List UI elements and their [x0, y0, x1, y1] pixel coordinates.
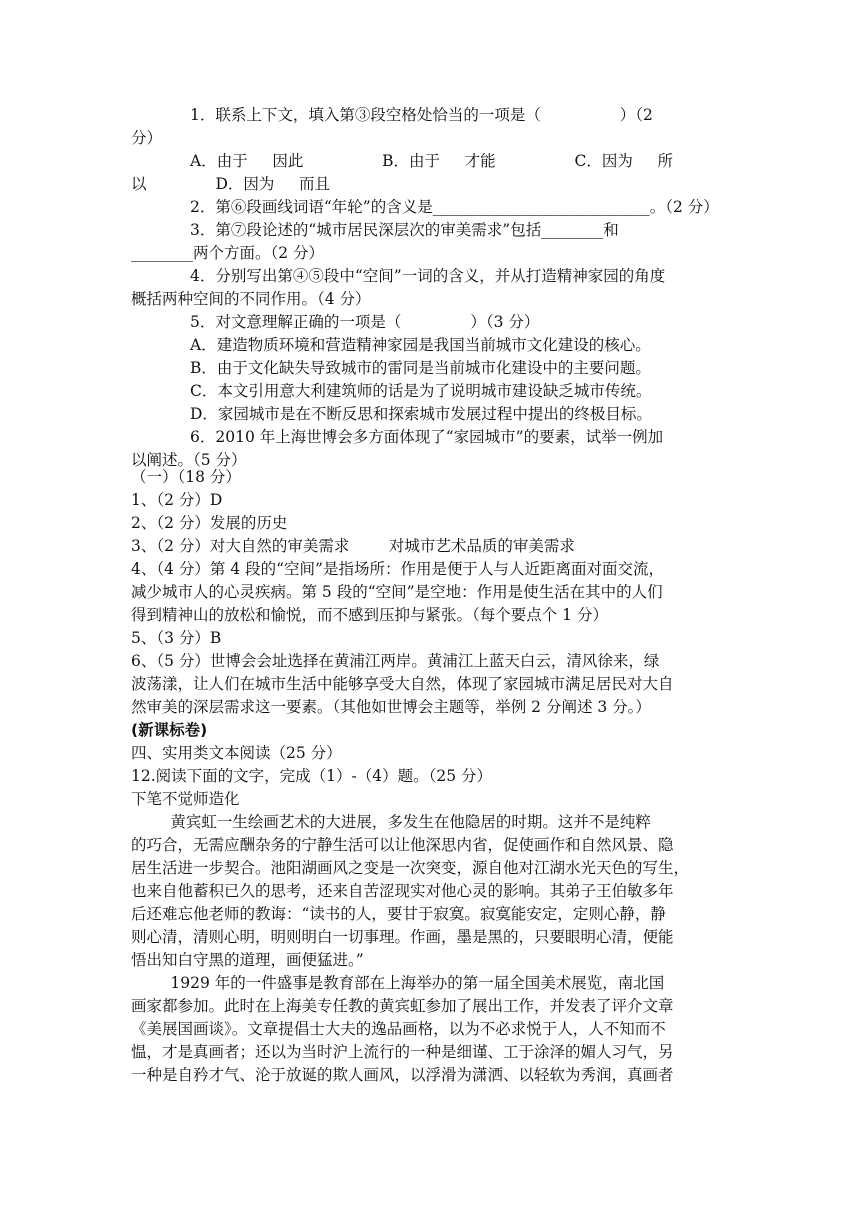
- passage-p1-line: 则心清，清则心明，明则明白一切事理。作画，墨是黑的，只要眼明心清，便能: [131, 928, 674, 946]
- question-4-line-2: 概括两种空间的不同作用。（4 分）: [131, 290, 371, 308]
- question-4-line-1: 4．分别写出第④⑤段中“空间”一词的含义，并从打造精神家园的角度: [190, 267, 666, 285]
- answer-4-line-3: 得到精神山的放松和愉悦，而不感到压抑与紧张。（每个要点个 1 分）: [131, 606, 608, 624]
- question-1-options-line-2: 以 D．因为 而且: [131, 175, 331, 193]
- question-5-option-a: A．建造物质环境和营造精神家园是我国当前城市文化建设的核心。: [190, 336, 651, 354]
- section-heading: 四、实用类文本阅读（25 分）: [131, 744, 342, 762]
- passage-p1-line: 后还难忘他老师的教诲：“读书的人，要甘于寂寞。寂寞能安定，定则心静，静: [131, 905, 666, 923]
- passage-p2-line: 《美展国画谈》。文章提倡士大夫的逸品画格，以为不必求悦于人，人不知而不: [131, 1020, 666, 1038]
- question-5: 5．对文意理解正确的一项是（ ）（3 分）: [190, 313, 540, 331]
- question-3-line-2: ________两个方面。（2 分）: [131, 244, 325, 262]
- answer-6-line-3: 然审美的深层需求这一要素。（其他如世博会主题等，举例 2 分阐述 3 分。）: [131, 698, 651, 716]
- question-5-option-d: D．家园城市是在不断反思和探索城市发展过程中提出的终极目标。: [190, 405, 652, 423]
- answers-header: （一）（18 分）: [131, 468, 241, 486]
- answer-4-line-1: 4、（4 分）第 4 段的“空间”是指场所：作用是便于人与人近距离面对面交流，: [131, 560, 664, 578]
- question-1-options-line-1: A．由于 因此 B．由于 才能 C．因为 所: [190, 152, 674, 170]
- section-instruction: 12.阅读下面的文字，完成（1）-（4）题。（25 分）: [131, 767, 493, 785]
- passage-p2-line: 一种是自矜才气、沦于放诞的欺人画风，以浮滑为潇洒、以轻软为秀润，真画者: [131, 1066, 674, 1084]
- answer-5: 5、（3 分）B: [131, 629, 222, 647]
- passage-title: 下笔不觉师造化: [131, 790, 240, 808]
- question-6-line-1: 6．2010 年上海世博会多方面体现了“家园城市”的要素，试举一例加: [190, 428, 664, 446]
- passage-p2-line: 愠，才是真画者；还以为当时沪上流行的一种是细谨、工于涂泽的媚人习气，另: [131, 1043, 674, 1061]
- answer-2: 2、（2 分）发展的历史: [131, 514, 288, 532]
- passage-p2-line: 1929 年的一件盛事是教育部在上海举办的第一届全国美术展览，南北国: [131, 974, 665, 992]
- question-5-option-b: B．由于文化缺失导致城市的雷同是当前城市化建设中的主要问题。: [190, 359, 651, 377]
- answer-6-line-2: 波荡漾，让人们在城市生活中能够享受大自然，体现了家园城市满足居民对大自: [131, 675, 674, 693]
- question-3-line-1: 3．第⑦段论述的“城市居民深层次的审美需求”包括________和: [190, 221, 619, 239]
- question-1-line-2: 分）: [131, 129, 163, 147]
- question-2: 2．第⑥段画线词语“年轮”的含义是____________________________。（2 分）: [190, 198, 719, 216]
- answer-6-line-1: 6、（5 分）世博会会址选择在黄浦江两岸。黄浦江上蓝天白云，清风徐来，绿: [131, 652, 660, 670]
- passage-p1-line: 黄宾虹一生绘画艺术的大进展，多发生在他隐居的时期。这并不是纯粹: [131, 813, 651, 831]
- passage-p1-line: 居生活进一步契合。池阳湖画风之变是一次突变，源自他对江湖水光天色的写生，: [131, 859, 690, 877]
- passage-p1-line: 悟出知白守黑的道理，画便猛进。”: [131, 951, 364, 969]
- passage-p1-line: 也来自他蓄积已久的思考，还来自苦涩现实对他心灵的影响。其弟子王伯敏多年: [131, 882, 674, 900]
- section-tag: (新课标卷): [131, 721, 208, 739]
- question-6-line-2: 以阐述。（5 分）: [131, 451, 247, 469]
- passage-p1-line: 的巧合，无需应酬杂务的宁静生活可以让他深思内省，促使画作和自然风景、隐: [131, 836, 674, 854]
- question-5-option-c: C．本文引用意大利建筑师的话是为了说明城市建设缺乏城市传统。: [190, 382, 652, 400]
- answer-4-line-2: 减少城市人的心灵疾病。第 5 段的“空间”是空地：作用是使生活在其中的人们: [131, 583, 663, 601]
- passage-p2-line: 画家都参加。此时在上海美专任教的黄宾虹参加了展出工作，并发表了评介文章: [131, 997, 674, 1015]
- answer-3: 3、（2 分）对大自然的审美需求 对城市艺术品质的审美需求: [131, 537, 575, 555]
- answer-1: 1、（2 分）D: [131, 491, 223, 509]
- question-1-line-1: 1．联系上下文，填入第③段空格处恰当的一项是（ ）（2: [190, 106, 653, 124]
